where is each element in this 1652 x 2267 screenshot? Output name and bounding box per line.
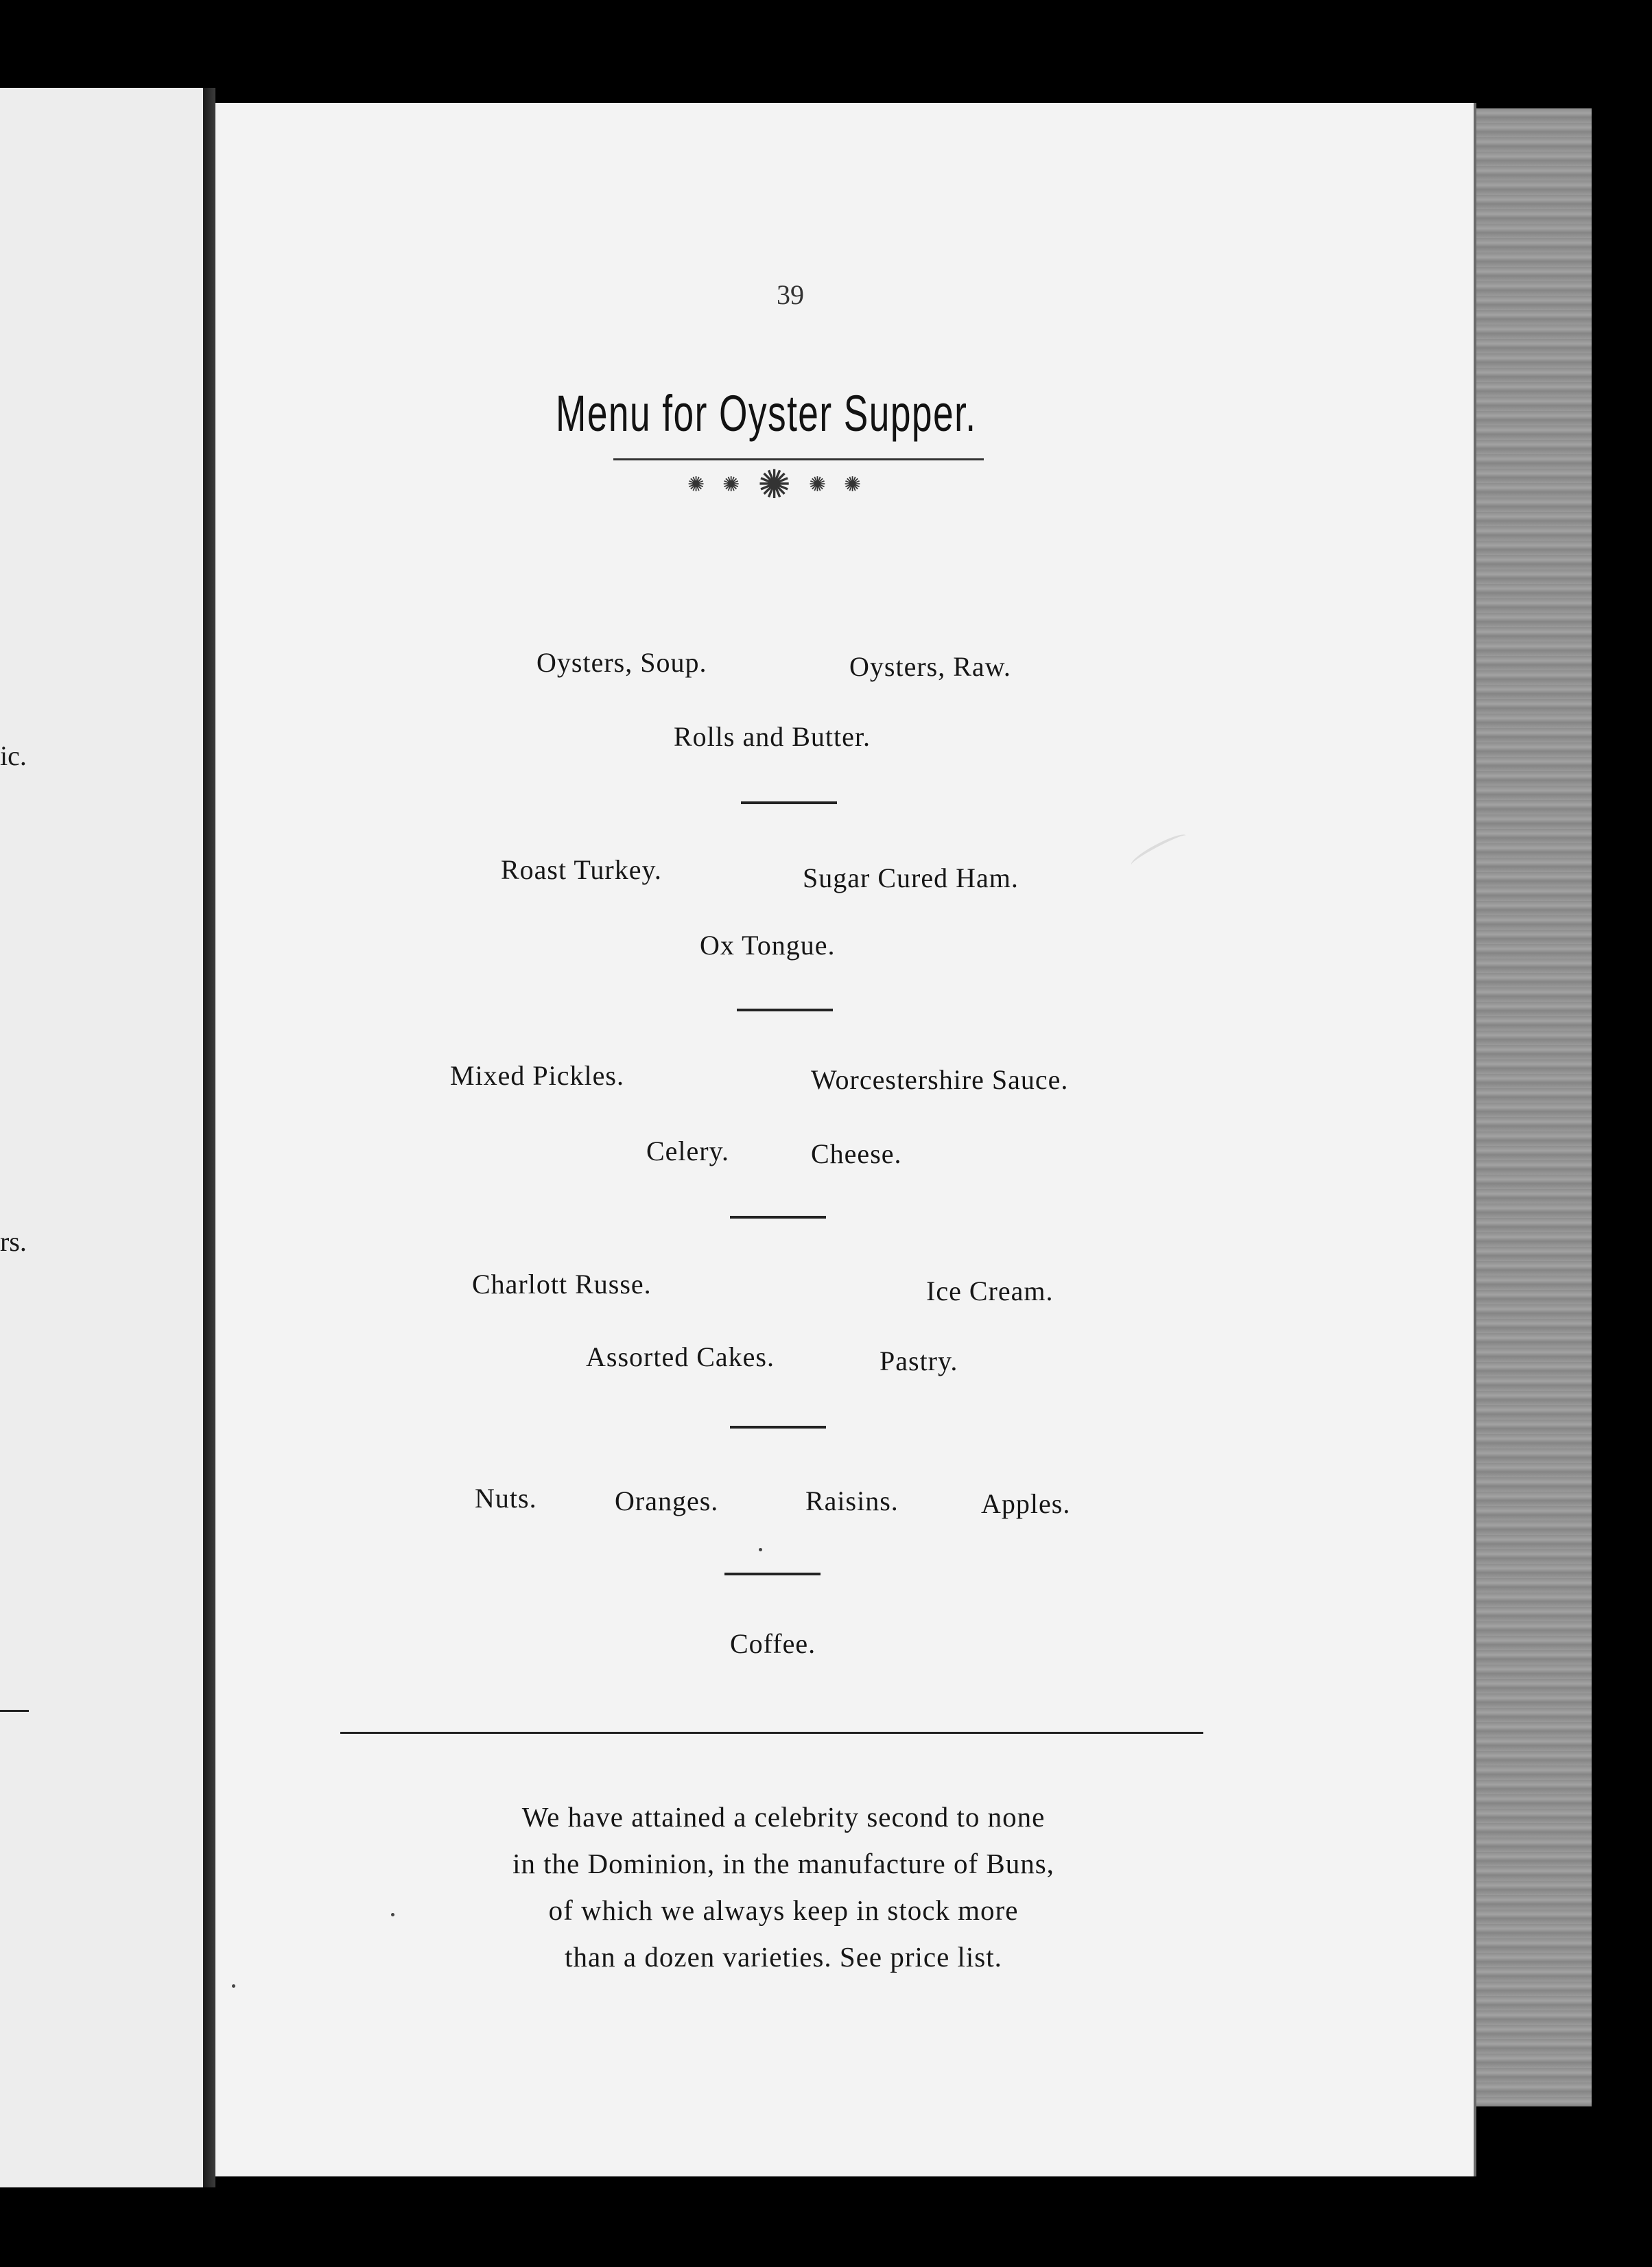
section-divider	[730, 1216, 826, 1219]
menu-item: Cheese.	[811, 1138, 902, 1169]
section-divider	[730, 1426, 826, 1429]
left-page-text-fragment: ic.	[0, 740, 27, 771]
print-speck	[759, 1548, 762, 1551]
left-page-rule	[0, 1710, 29, 1712]
flower-ornament-icon: ✺	[844, 472, 862, 497]
left-page-text-fragment: rs.	[0, 1226, 27, 1257]
back-cover-edge	[1475, 108, 1592, 2106]
section-divider	[724, 1573, 821, 1575]
ornament-row	[687, 461, 861, 508]
menu-item: Sugar Cured Ham.	[803, 862, 1019, 893]
book-gutter	[203, 88, 215, 2187]
note-line: of which we always keep in stock more	[548, 1894, 1019, 1926]
footer-rule	[340, 1732, 1203, 1734]
flower-ornament-icon: ✺	[757, 461, 791, 508]
print-speck	[232, 1984, 235, 1988]
page-number: 39	[777, 279, 804, 310]
menu-item: Apples.	[981, 1488, 1071, 1519]
menu-item: Nuts.	[475, 1483, 537, 1514]
note-line: in the Dominion, in the manufacture of Buns,	[512, 1848, 1054, 1879]
menu-item: Worcestershire Sauce.	[811, 1064, 1069, 1095]
note-line: than a dozen varieties. See price list.	[565, 1941, 1002, 1973]
menu-item: Ox Tongue.	[700, 930, 836, 961]
menu-item: Ice Cream.	[926, 1276, 1054, 1306]
section-divider	[741, 801, 837, 804]
scan-scratch	[1129, 830, 1189, 870]
flower-ornament-icon: ✺	[687, 472, 705, 497]
menu-item: Pastry.	[880, 1346, 958, 1376]
flower-ornament-icon: ✺	[722, 472, 740, 497]
menu-item: Assorted Cakes.	[586, 1341, 775, 1372]
menu-item: Oysters, Raw.	[849, 651, 1011, 682]
book-page	[215, 103, 1476, 2176]
menu-item: Raisins.	[805, 1485, 899, 1516]
menu-item: Oysters, Soup.	[536, 647, 707, 678]
title-underline	[613, 458, 984, 460]
section-divider	[737, 1009, 833, 1011]
previous-page-edge	[0, 88, 205, 2187]
menu-item: Charlott Russe.	[472, 1269, 652, 1300]
note-line: We have attained a celebrity second to none	[521, 1801, 1046, 1833]
menu-item: Oranges.	[615, 1485, 719, 1516]
advertisement-note	[351, 1794, 1216, 1980]
menu-item: Rolls and Butter.	[674, 721, 871, 752]
flower-ornament-icon: ✺	[808, 472, 827, 497]
page-title: Menu for Oyster Supper.	[556, 385, 977, 442]
print-speck	[391, 1913, 394, 1916]
menu-item: Coffee.	[730, 1628, 816, 1659]
menu-item: Celery.	[646, 1136, 730, 1166]
menu-item: Roast Turkey.	[501, 854, 662, 885]
menu-item: Mixed Pickles.	[450, 1060, 624, 1091]
